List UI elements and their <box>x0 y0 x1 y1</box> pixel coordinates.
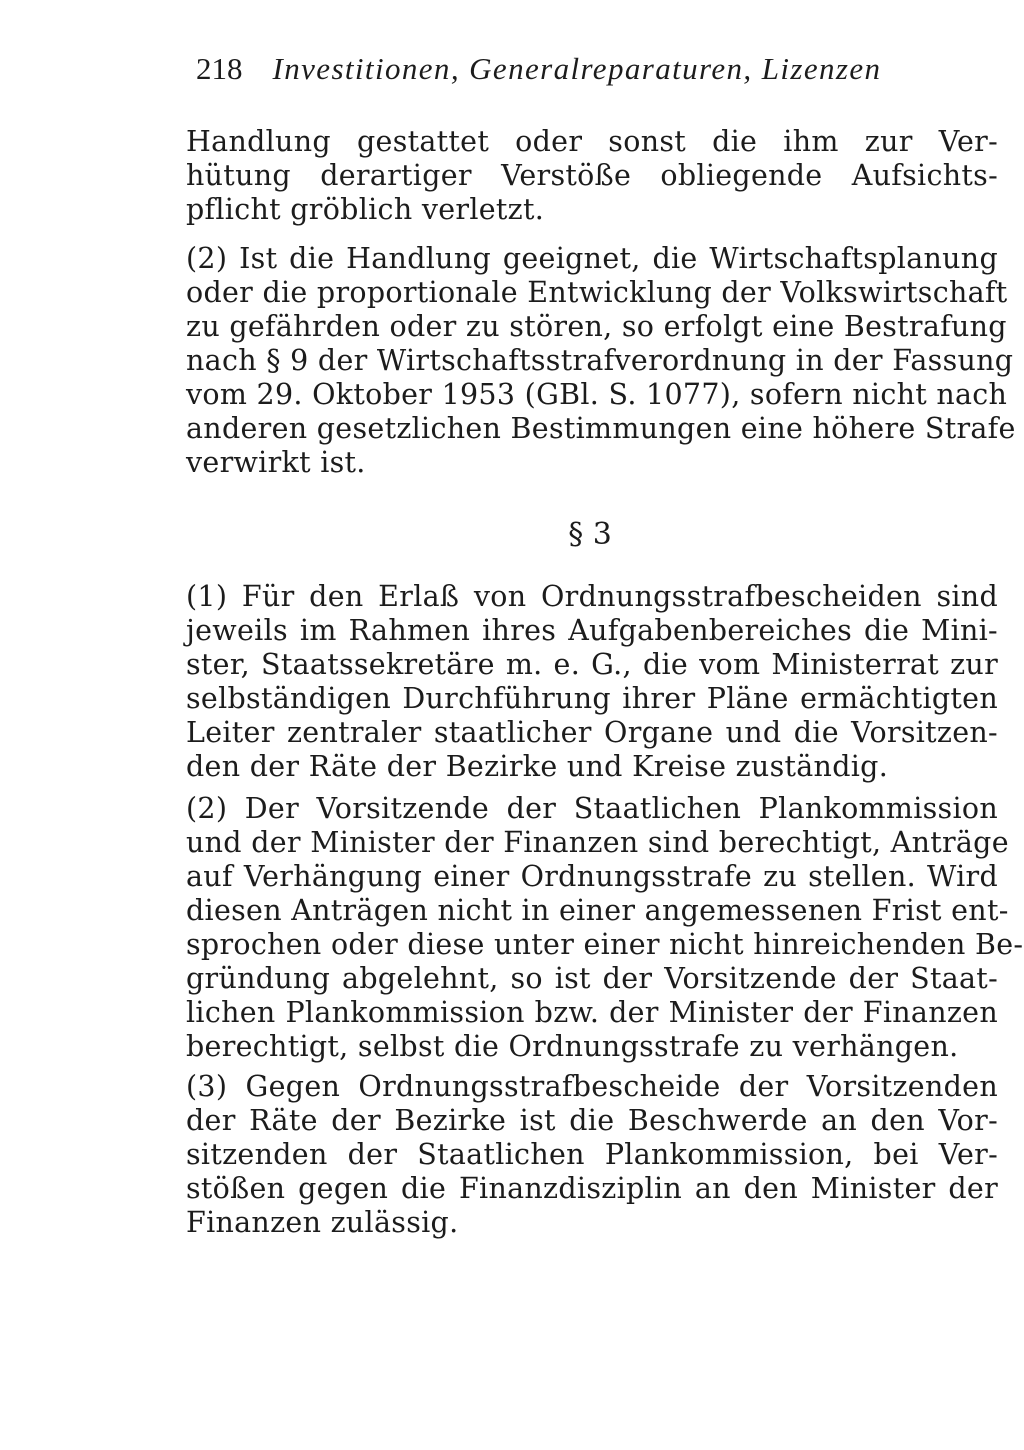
paragraph-section3-abs1 <box>186 580 998 784</box>
text-line: (1) Für den Erlaß von Ordnungsstrafbescheiden sind <box>186 580 998 613</box>
text-line: (3) Gegen Ordnungsstrafbescheide der Vorsitzenden <box>186 1070 998 1103</box>
text-line: hütung derartiger Verstöße obliegende Aufsichts- <box>186 159 998 192</box>
text-line: verwirkt ist. <box>186 446 366 479</box>
text-line: zu gefährden oder zu stören, so erfolgt eine Bestrafung <box>186 310 1007 343</box>
text-line: nach § 9 der Wirtschaftsstrafverordnung in der Fassung <box>186 344 1014 377</box>
page-header <box>196 44 956 94</box>
text-line: (2) Ist die Handlung geeignet, die Wirtschaftsplanung <box>186 242 998 275</box>
text-line: selbständigen Durchführung ihrer Pläne ermächtigten <box>186 682 998 715</box>
text-line: anderen gesetzlichen Bestimmungen eine höhere Strafe <box>186 412 1016 445</box>
text-line: sprochen oder diese unter einer nicht hinreichenden Be- <box>186 928 1024 961</box>
text-line: gründung abgelehnt, so ist der Vorsitzende der Staat- <box>186 962 998 995</box>
text-line: oder die proportionale Entwicklung der Volkswirtschaft <box>186 276 1008 309</box>
text-line: Leiter zentraler staatlicher Organe und die Vorsitzen- <box>186 716 998 749</box>
text-line: berechtigt, selbst die Ordnungsstrafe zu verhängen. <box>186 1030 959 1063</box>
paragraph-section3-abs3 <box>186 1070 998 1240</box>
paragraph-section3-abs2 <box>186 792 1024 1064</box>
section-heading: § 3 <box>568 517 612 552</box>
text-line: ster, Staatssekretäre m. e. G., die vom Ministerrat zur <box>186 648 998 681</box>
text-line: der Räte der Bezirke ist die Beschwerde an den Vor- <box>186 1104 998 1137</box>
text-line: den der Räte der Bezirke und Kreise zuständig. <box>186 750 889 783</box>
text-line: stößen gegen die Finanzdisziplin an den Minister der <box>186 1172 998 1205</box>
page-number: 218 <box>196 51 243 86</box>
text-line: lichen Plankommission bzw. der Minister der Finanzen <box>186 996 998 1029</box>
text-line: sitzenden der Staatlichen Plankommission, bei Ver- <box>186 1138 998 1171</box>
text-line: (2) Der Vorsitzende der Staatlichen Plankommission <box>186 792 998 825</box>
text-line: Finanzen zulässig. <box>186 1206 459 1239</box>
text-line: pflicht gröblich verletzt. <box>186 193 545 226</box>
text-line: diesen Anträgen nicht in einer angemessenen Frist ent- <box>186 894 1009 927</box>
paragraph-intro <box>186 125 998 227</box>
running-title: Investitionen, Generalreparaturen, Lizenzen <box>272 51 882 86</box>
paragraph-section2-abs2 <box>186 242 1016 480</box>
text-line: auf Verhängung einer Ordnungsstrafe zu stellen. Wird <box>186 860 998 893</box>
text-line: Handlung gestattet oder sonst die ihm zur Ver- <box>186 125 998 158</box>
text-line: vom 29. Oktober 1953 (GBl. S. 1077), sofern nicht nach <box>186 378 1008 411</box>
text-line: und der Minister der Finanzen sind berechtigt, Anträge <box>186 826 1009 859</box>
text-line: jeweils im Rahmen ihres Aufgabenbereiches die Mini- <box>186 614 998 647</box>
